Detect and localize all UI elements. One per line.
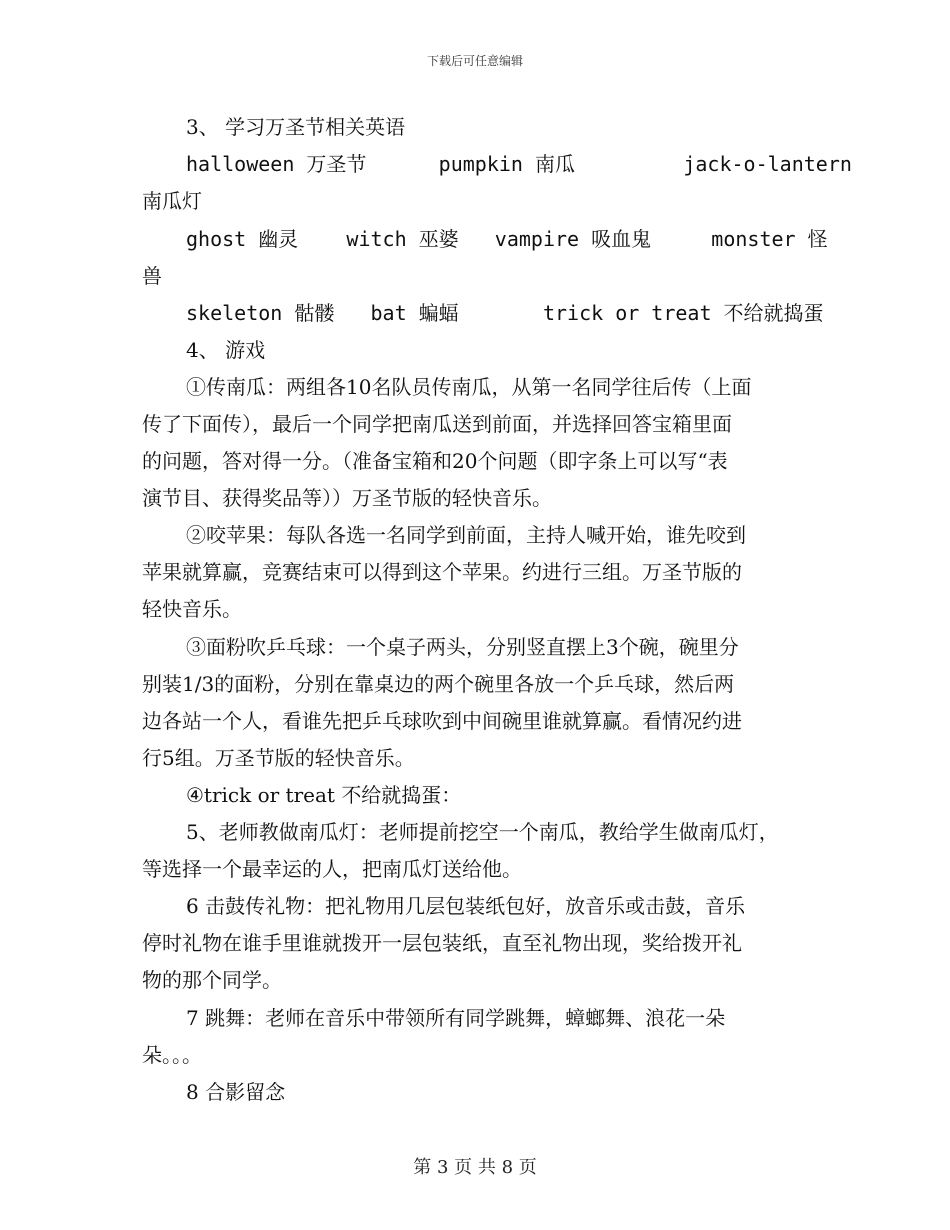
paragraph-line: 行5组。万圣节版的轻快音乐。 <box>142 746 415 770</box>
vocab-line-cont: 兽 <box>142 264 162 288</box>
paragraph-line: 6 击鼓传礼物：把礼物用几层包装纸包好，放音乐或击鼓，音乐 <box>186 894 746 918</box>
vocab-line-cont: 南瓜灯 <box>142 189 202 213</box>
paragraph-line: 等选择一个最幸运的人，把南瓜灯送给他。 <box>142 857 522 881</box>
paragraph-line: 轻快音乐。 <box>142 597 242 621</box>
section-title: 3、 学习万圣节相关英语 <box>186 115 406 139</box>
paragraph-line: 苹果就算赢，竞赛结束可以得到这个苹果。约进行三组。万圣节版的 <box>142 560 742 584</box>
paragraph-line: 7 跳舞：老师在音乐中带领所有同学跳舞，蟑螂舞、浪花一朵 <box>186 1006 726 1030</box>
paragraph-line: 边各站一个人，看谁先把乒乓球吹到中间碗里谁就算赢。看情况约进 <box>142 709 742 733</box>
section-title: 4、 游戏 <box>186 338 266 362</box>
paragraph-line: ④trick or treat 不给就捣蛋： <box>186 783 462 807</box>
paragraph-line: 5、老师教做南瓜灯：老师提前挖空一个南瓜，教给学生做南瓜灯， <box>186 820 779 844</box>
paragraph-line: 朵。。。 <box>142 1043 202 1067</box>
paragraph-line: 停时礼物在谁手里谁就拨开一层包装纸，直至礼物出现，奖给拨开礼 <box>142 931 742 955</box>
paragraph-line: 物的那个同学。 <box>142 968 282 992</box>
paragraph-line: 演节目、获得奖品等））万圣节版的轻快音乐。 <box>142 486 552 510</box>
paragraph-line: ③面粉吹乒乓球：一个桌子两头，分别竖直摆上3个碗，碗里分 <box>186 635 739 659</box>
vocab-line: ghost 幽灵 witch 巫婆 vampire 吸血鬼 monster 怪 <box>186 227 828 251</box>
page-header: 下载后可任意编辑 <box>426 54 523 68</box>
vocab-line: skeleton 骷髅 bat 蝙蝠 trick or treat 不给就捣蛋 <box>186 301 824 325</box>
page-number: 第 3 页 共 8 页 <box>413 1157 537 1178</box>
paragraph-line: 传了下面传），最后一个同学把南瓜送到前面，并选择回答宝箱里面 <box>142 412 732 436</box>
paragraph-line: ②咬苹果：每队各选一名同学到前面，主持人喊开始，谁先咬到 <box>186 523 746 547</box>
paragraph-line: 别装1/3的面粉，分别在靠桌边的两个碗里各放一个乒乓球，然后两 <box>142 672 735 696</box>
paragraph-line: 的问题，答对得一分。（准备宝箱和20个问题（即字条上可以写“表 <box>142 449 728 473</box>
vocab-line: halloween 万圣节 pumpkin 南瓜 jack-o-lantern <box>186 152 852 176</box>
paragraph-line: 8 合影留念 <box>186 1080 286 1104</box>
paragraph-line: ①传南瓜：两组各10名队员传南瓜，从第一名同学往后传（上面 <box>186 375 752 399</box>
